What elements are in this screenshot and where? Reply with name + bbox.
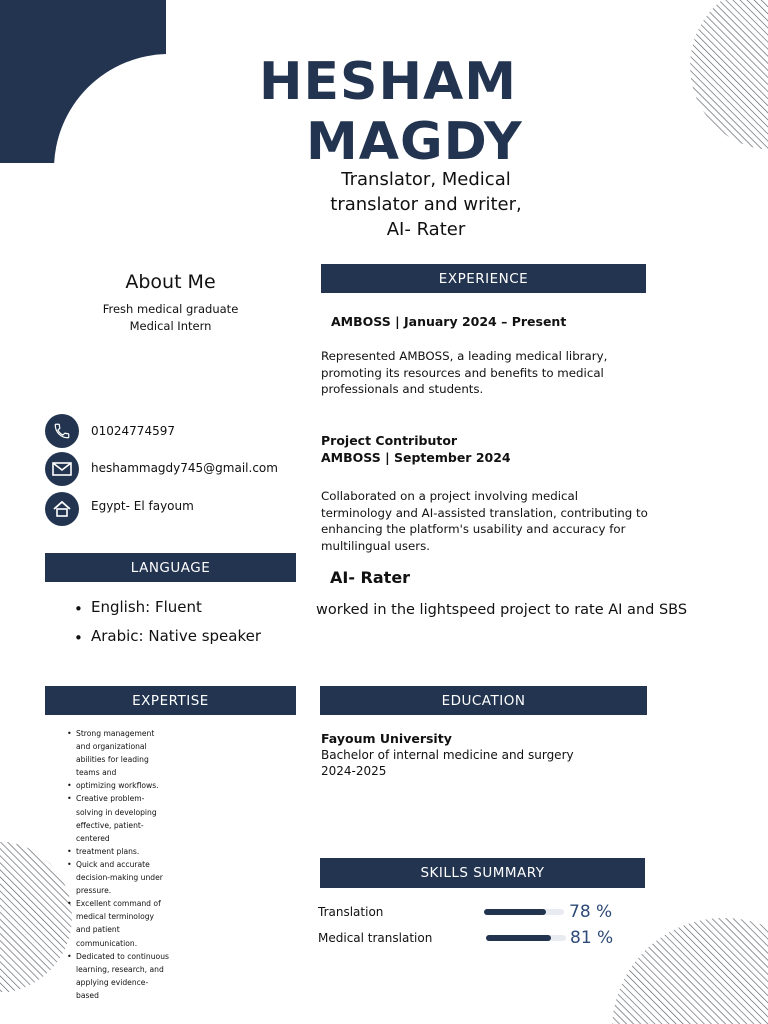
skill-percent: 81 % (570, 928, 614, 948)
education-heading: EDUCATION (320, 686, 647, 715)
expertise-heading: EXPERTISE (45, 686, 296, 715)
bullet: • (74, 600, 83, 618)
corner-decoration (0, 0, 166, 163)
language-item: English: Fluent (91, 598, 202, 616)
skill-name: Translation (318, 905, 384, 919)
hatched-circle-bottom-right (612, 918, 768, 1024)
job2-description: Collaborated on a project involving medical terminology and AI-assisted translation, contributing to enhancing the platform's usability and accuracy for multilingual users. (321, 489, 648, 553)
expertise-item: • treatment plans. (67, 845, 177, 858)
job-subtitle (300, 167, 552, 242)
skill-bar-track (486, 935, 566, 941)
experience-heading: EXPERIENCE (321, 264, 646, 293)
bullet: • (74, 629, 83, 647)
skill-bar-track (484, 909, 564, 915)
degree: Bachelor of internal medicine and surgery (321, 748, 574, 762)
skill-bar-fill (484, 909, 546, 915)
expertise-item: • Strong management and organizational abilities for leading teams and (67, 727, 177, 779)
language-heading: LANGUAGE (45, 553, 296, 582)
skill-bar-fill (486, 935, 551, 941)
hatched-circle-top-right (690, 0, 768, 168)
subtitle-line: Translator, Medical (341, 169, 511, 190)
education-years: 2024-2025 (321, 764, 387, 778)
phone-icon (45, 414, 79, 448)
email-icon (45, 452, 79, 486)
hatched-circle-left (0, 842, 73, 992)
expertise-item: • Quick and accurate decision-making under pressure. (67, 858, 177, 897)
job2-role: Project Contributor (321, 433, 458, 448)
job1-description: Represented AMBOSS, a leading medical library, promoting its resources and benefits to medical professionals and students. (321, 349, 608, 396)
phone-number: 01024774597 (91, 424, 175, 438)
location: Egypt- El fayoum (91, 499, 194, 513)
email-address: heshammagdy745@gmail.com (91, 461, 278, 475)
subtitle-line: AI- Rater (386, 219, 466, 240)
expertise-item: • Dedicated to continuous learning, research, and applying evidence- based (67, 950, 177, 1002)
about-line: Medical Intern (129, 319, 212, 333)
skills-heading: SKILLS SUMMARY (320, 858, 645, 888)
name-last: MAGDY (306, 112, 523, 172)
expertise-list (67, 727, 177, 1002)
job3-title: AI- Rater (330, 568, 411, 587)
expertise-item: • Creative problem- solving in developing effective, patient- centered (67, 792, 177, 844)
skill-percent: 78 % (569, 902, 613, 922)
name-first: HESHAM (259, 52, 518, 112)
about-line: Fresh medical graduate (102, 302, 239, 316)
about-title: About Me (125, 271, 216, 293)
language-item: Arabic: Native speaker (91, 627, 262, 645)
expertise-item: • optimizing workflows. (67, 779, 177, 792)
school-name: Fayoum University (321, 731, 452, 746)
job1-title: AMBOSS | January 2024 – Present (331, 314, 567, 329)
subtitle-line: translator and writer, (330, 194, 522, 215)
expertise-item: • Excellent command of medical terminology and patient communication. (67, 897, 177, 949)
skill-name: Medical translation (318, 931, 433, 945)
job3-description: worked in the lightspeed project to rate AI and SBS (316, 602, 688, 618)
job2-title: AMBOSS | September 2024 (321, 450, 511, 465)
home-icon (45, 492, 79, 526)
